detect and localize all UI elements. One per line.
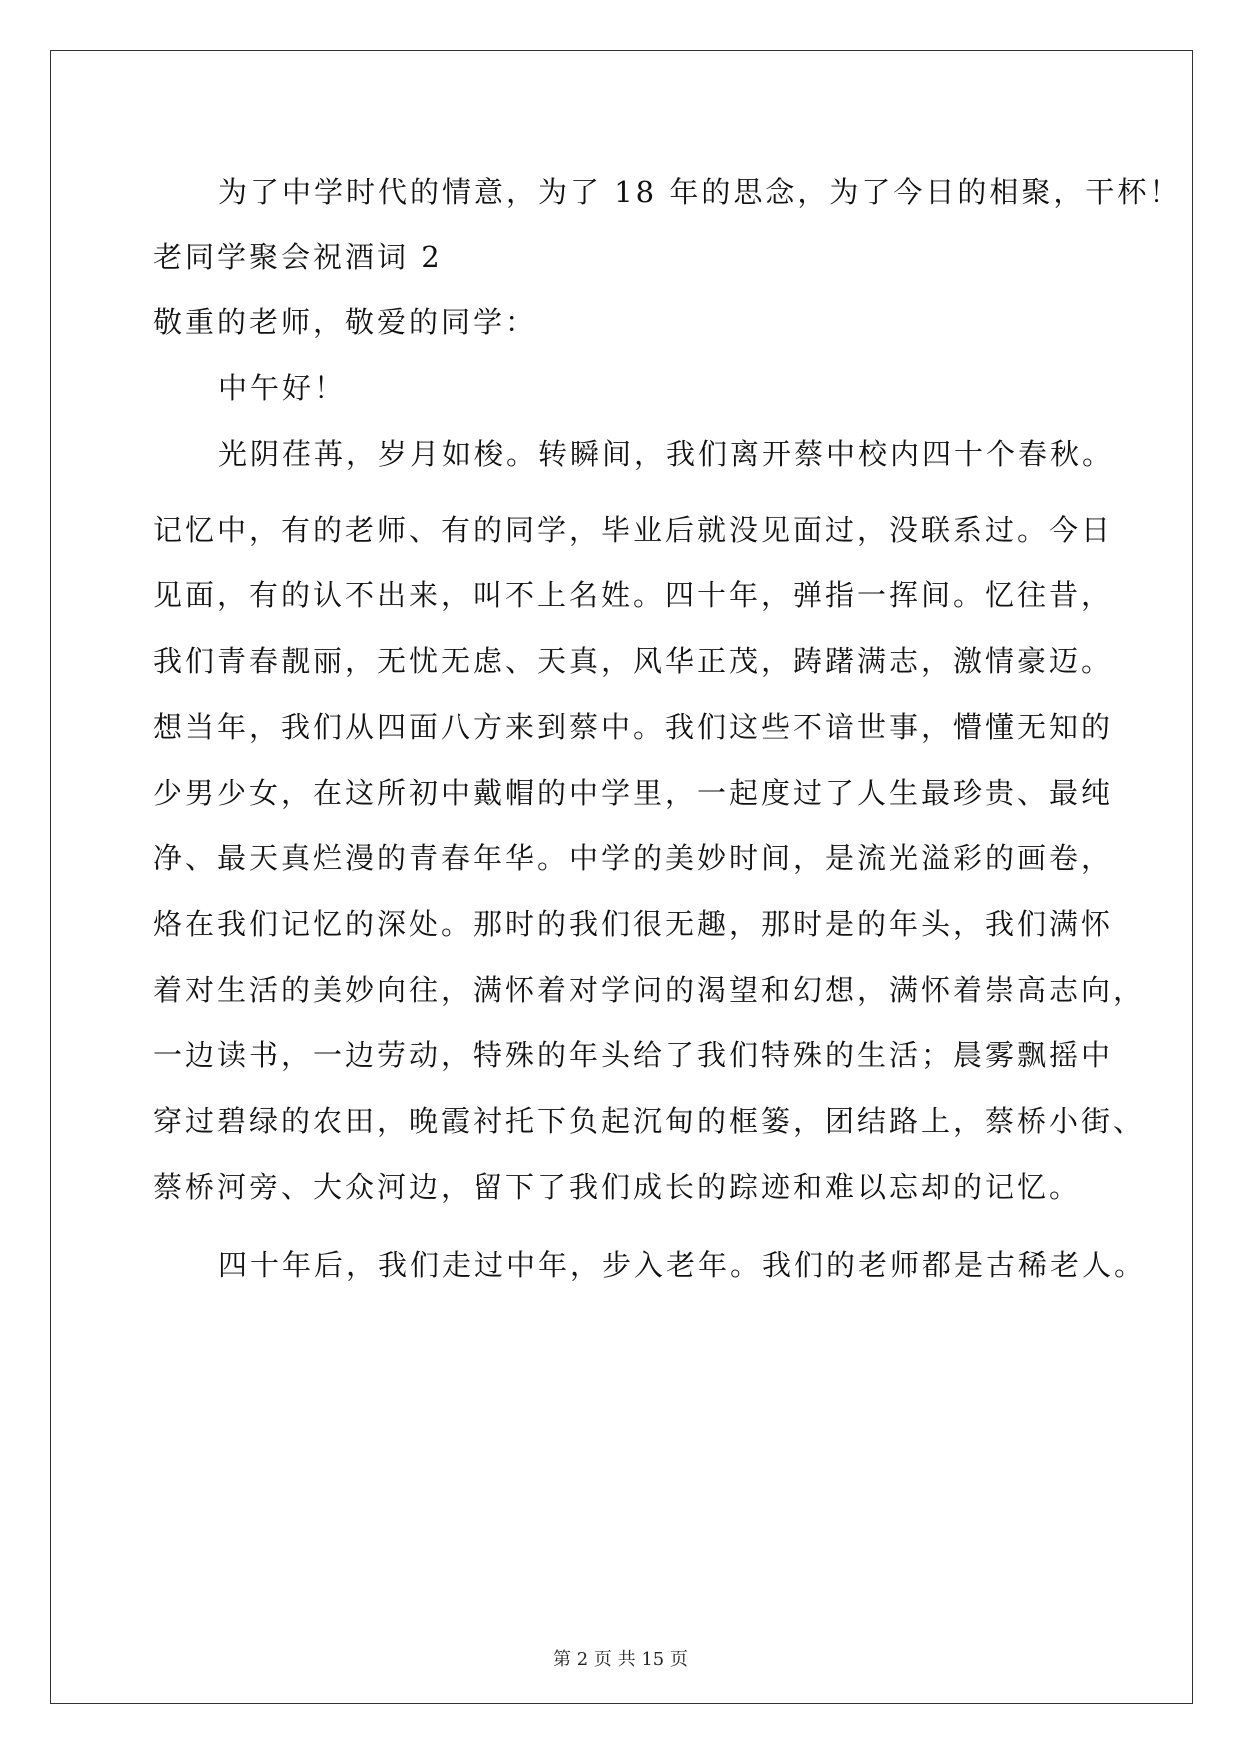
text-line: 少男少女，在这所初中戴帽的中学里，一起度过了人生最珍贵、最纯 [153,776,1114,810]
text-line: 蔡桥河旁、大众河边，留下了我们成长的踪迹和难以忘却的记忆。 [153,1170,1082,1204]
greeting-line: 中午好！ [218,371,347,405]
text-line: 光阴荏苒，岁月如梭。转瞬间，我们离开蔡中校内四十个春秋。 [218,437,1115,471]
salutation-line: 敬重的老师，敬爱的同学： [153,305,538,339]
text-line: 穿过碧绿的农田，晚霞衬托下负起沉甸的框篓，团结路上，蔡桥小街、 [153,1104,1146,1138]
page-number-footer: 第 2 页 共 15 页 [553,1649,688,1670]
text-line: 一边读书，一边劳动，特殊的年头给了我们特殊的生活；晨雾飘摇中 [153,1038,1114,1072]
text-line: 四十年后，我们走过中年，步入老年。我们的老师都是古稀老人。 [218,1248,1147,1282]
text-line: 记忆中，有的老师、有的同学，毕业后就没见面过，没联系过。今日 [153,513,1114,547]
text-line: 净、最天真烂漫的青春年华。中学的美妙时间，是流光溢彩的画卷， [153,841,1114,875]
text-line-toast: 为了中学时代的情意，为了 18 年的思念，为了今日的相聚，干杯！ [218,175,1182,209]
text-line: 我们青春靓丽，无忧无虑、天真，风华正茂，踌躇满志，激情豪迈。 [153,644,1114,678]
text-line: 想当年，我们从四面八方来到蔡中。我们这些不谙世事，懵懂无知的 [153,710,1114,744]
text-line: 烙在我们记忆的深处。那时的我们很无趣，那时是的年头，我们满怀 [153,907,1114,941]
text-line: 着对生活的美妙向往，满怀着对学问的渴望和幻想，满怀着崇高志向， [153,973,1146,1007]
section-heading: 老同学聚会祝酒词 2 [153,240,443,274]
text-line: 见面，有的认不出来，叫不上名姓。四十年，弹指一挥间。忆往昔， [153,578,1114,612]
